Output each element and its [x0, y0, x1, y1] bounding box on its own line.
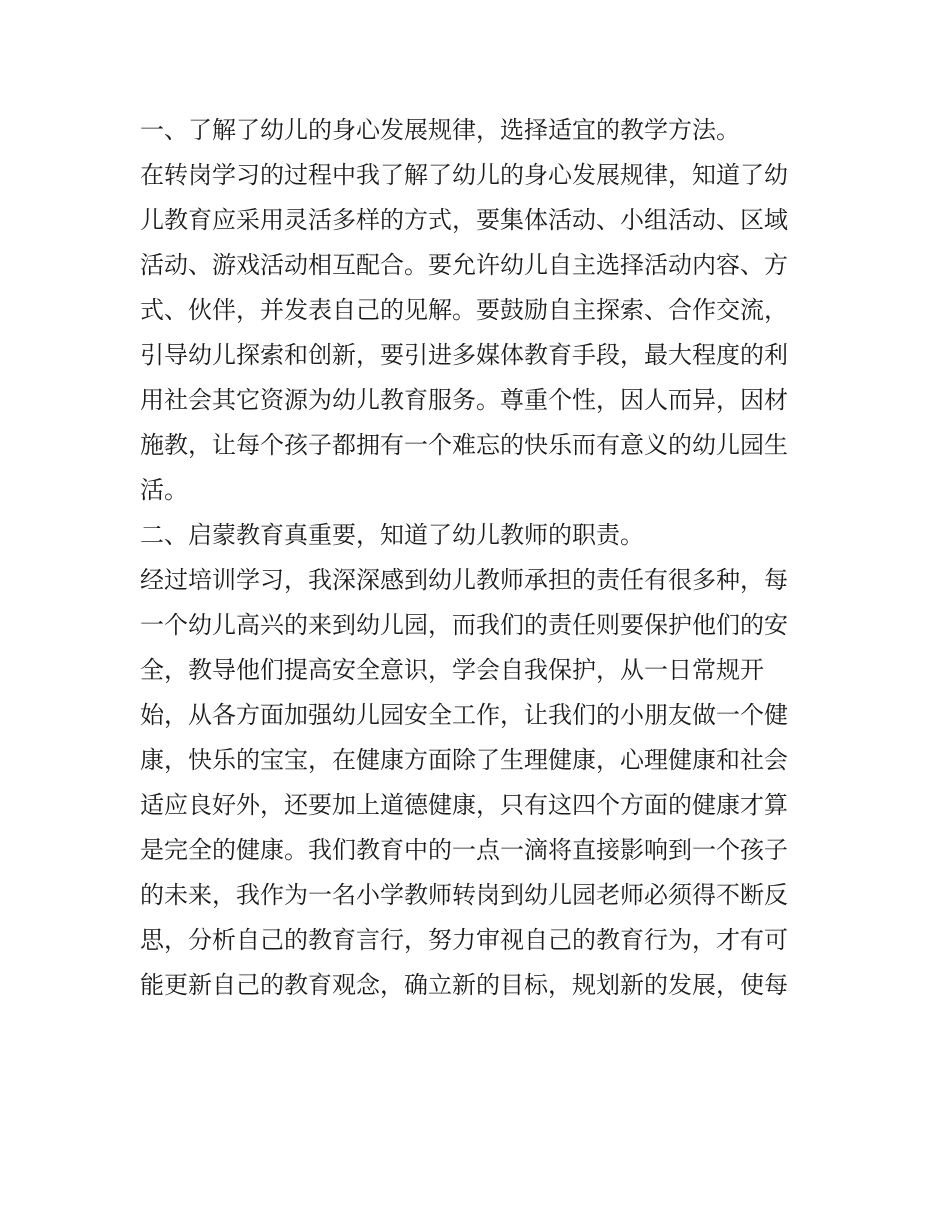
paragraph-line: 在转岗学习的过程中我了解了幼儿的身心发展规律，知道了幼: [140, 161, 788, 189]
paragraph-line: 始，从各方面加强幼儿园安全工作，让我们的小朋友做一个健: [140, 701, 788, 729]
paragraph-line: 康，快乐的宝宝，在健康方面除了生理健康，心理健康和社会: [140, 746, 788, 774]
paragraph-line: 引导幼儿探索和创新，要引进多媒体教育手段，最大程度的利: [140, 341, 788, 369]
paragraph-line: 施教，让每个孩子都拥有一个难忘的快乐而有意义的幼儿园生: [140, 431, 788, 459]
paragraph-line: 一个幼儿高兴的来到幼儿园，而我们的责任则要保护他们的安: [140, 611, 788, 639]
section-heading-1: 一、了解了幼儿的身心发展规律，选择适宜的教学方法。: [140, 116, 740, 144]
paragraph-line: 是完全的健康。我们教育中的一点一滴将直接影响到一个孩子: [140, 836, 788, 864]
document-body: [140, 108, 820, 1008]
paragraph-line: 的未来，我作为一名小学教师转岗到幼儿园老师必须得不断反: [140, 881, 788, 909]
paragraph-line: 式、伙伴，并发表自己的见解。要鼓励自主探索、合作交流，: [140, 296, 788, 324]
paragraph-line: 用社会其它资源为幼儿教育服务。尊重个性，因人而异，因材: [140, 386, 788, 414]
paragraph-line: 活。: [140, 476, 188, 504]
paragraph-line: 儿教育应采用灵活多样的方式，要集体活动、小组活动、区域: [140, 206, 788, 234]
paragraph-line: 经过培训学习，我深深感到幼儿教师承担的责任有很多种，每: [140, 566, 788, 594]
paragraph-line: 思，分析自己的教育言行，努力审视自己的教育行为，才有可: [140, 926, 788, 954]
section-heading-2: 二、启蒙教育真重要，知道了幼儿教师的职责。: [140, 521, 644, 549]
paragraph-line: 全，教导他们提高安全意识，学会自我保护，从一日常规开: [140, 656, 764, 684]
paragraph-line: 活动、游戏活动相互配合。要允许幼儿自主选择活动内容、方: [140, 251, 788, 279]
paragraph-line: 能更新自己的教育观念，确立新的目标，规划新的发展，使每: [140, 971, 788, 999]
paragraph-line: 适应良好外，还要加上道德健康，只有这四个方面的健康才算: [140, 791, 788, 819]
